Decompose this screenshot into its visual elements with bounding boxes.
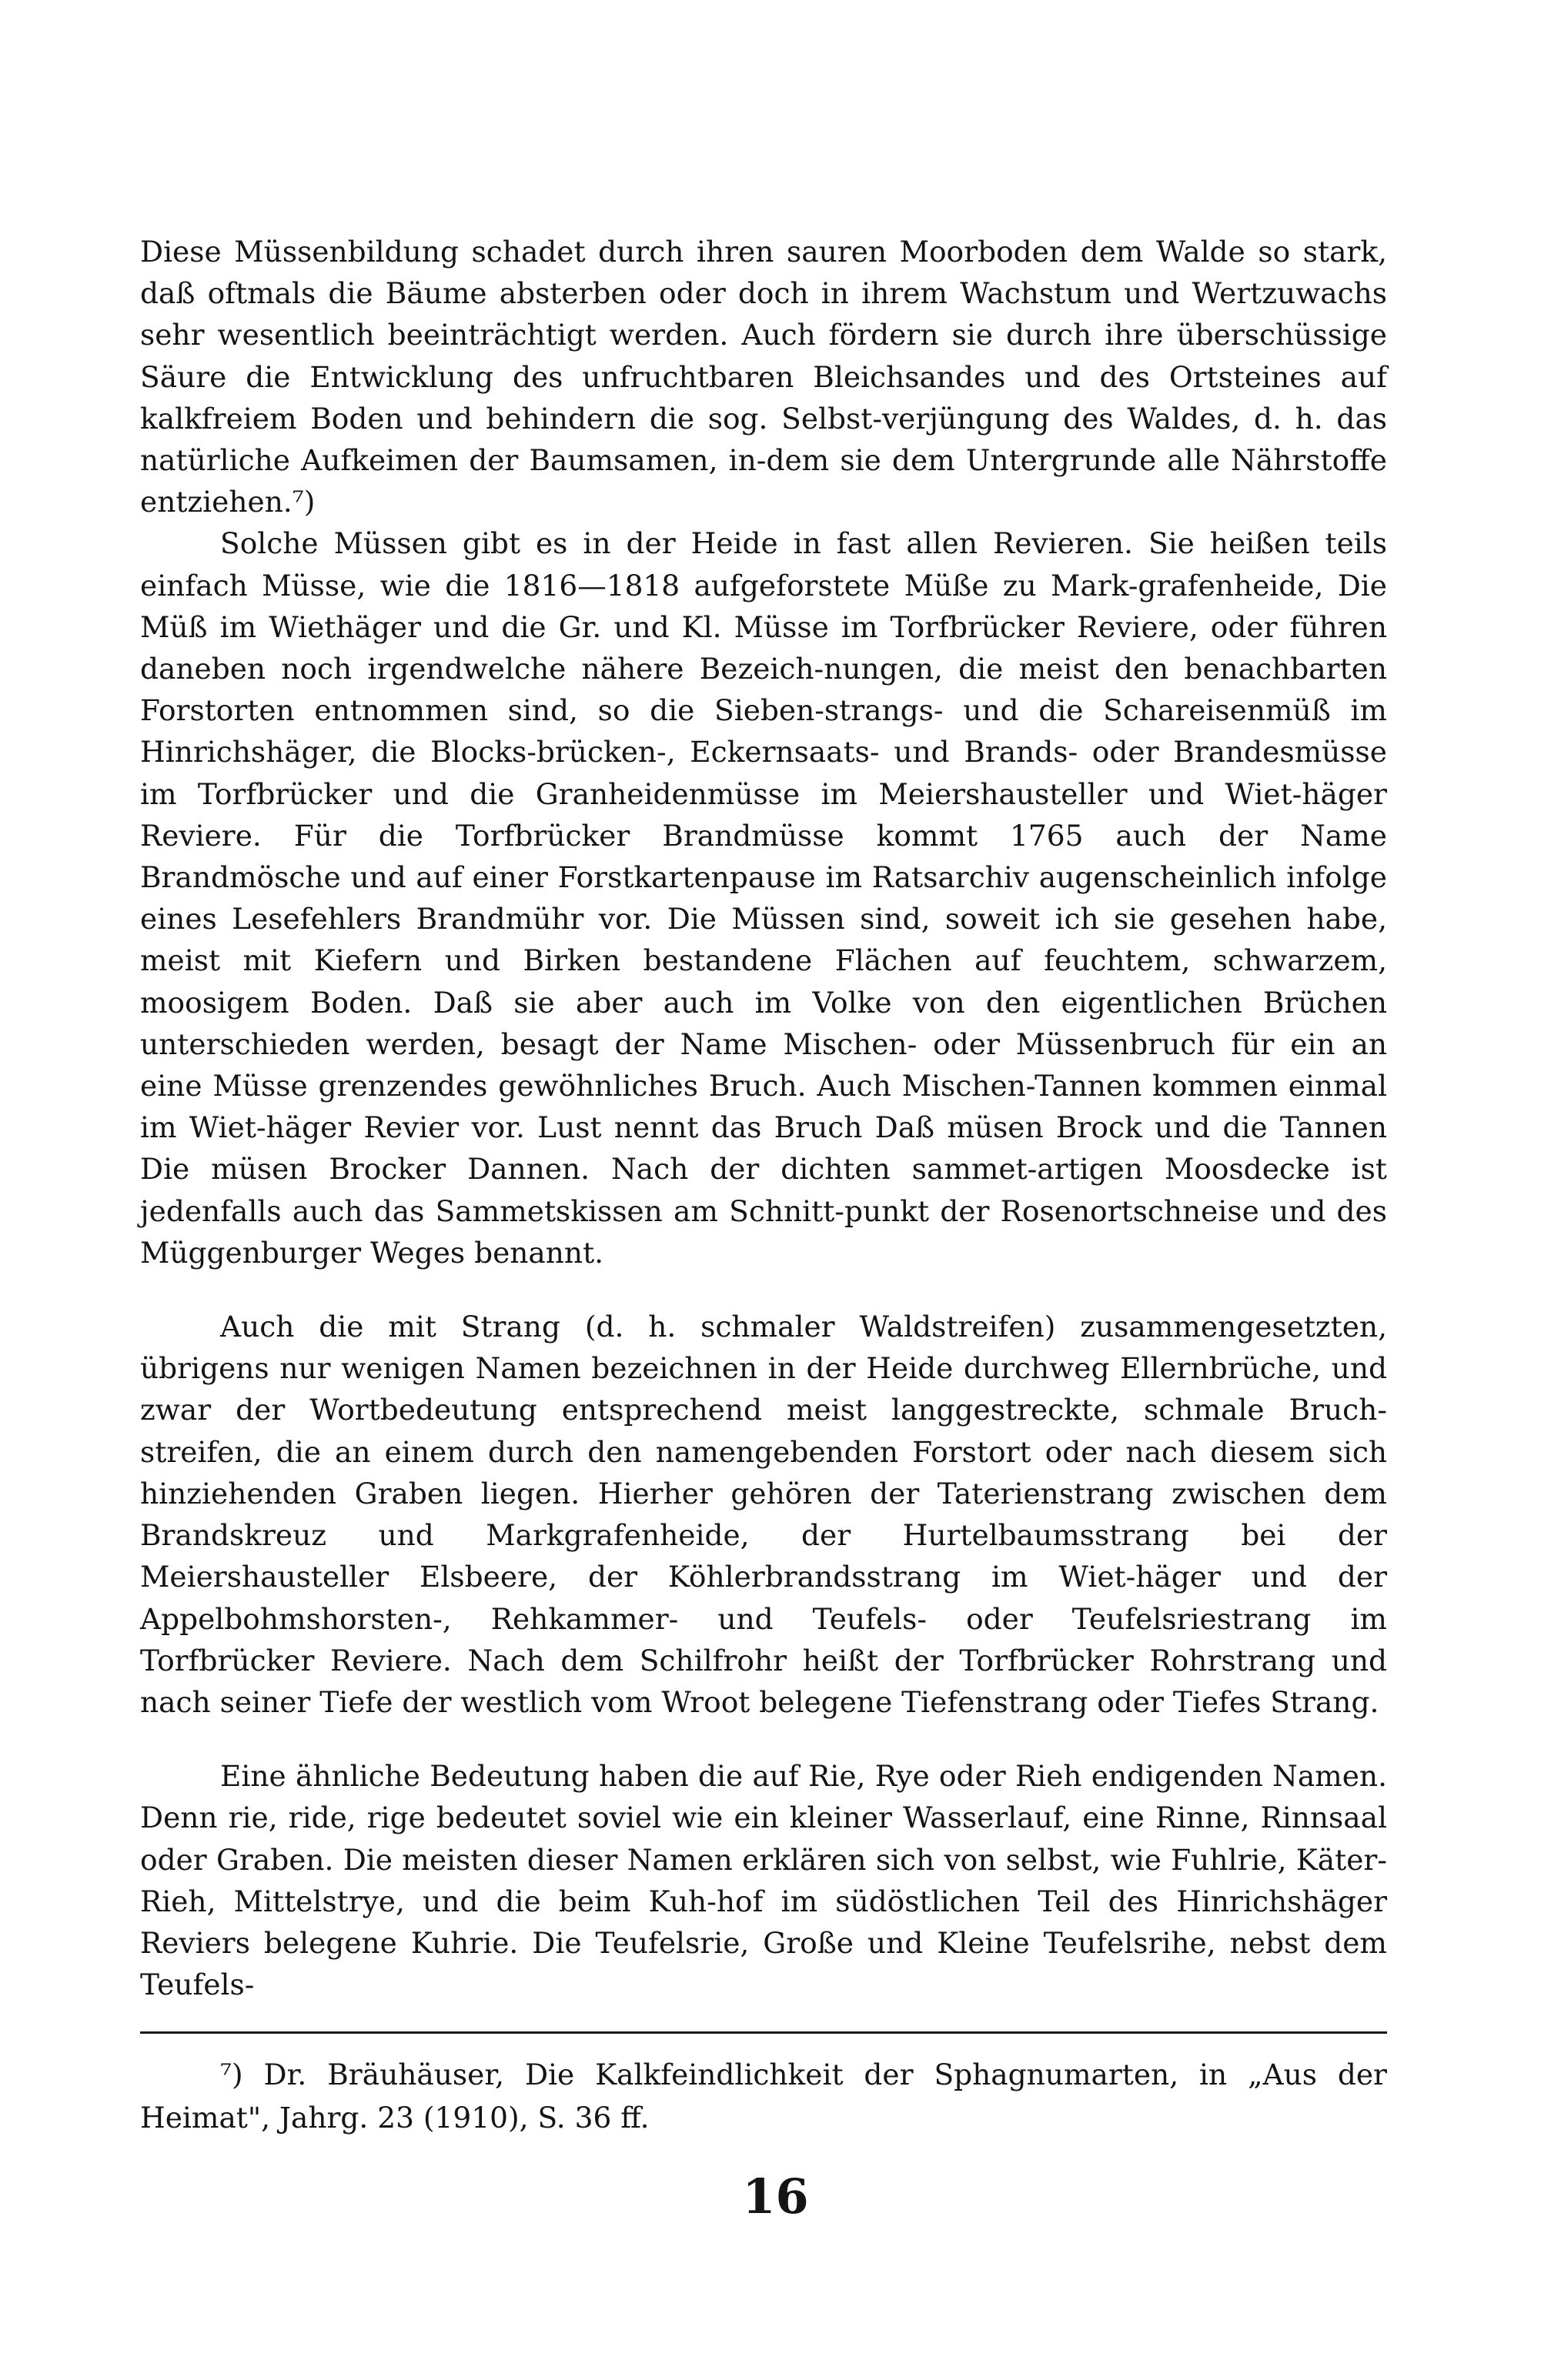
paragraph-1: Diese Müssenbildung schadet durch ihren sauren Moorboden dem Walde so stark, daß oftmals die Bäume absterben oder doch in ihrem Wachstum und Wertzuwachs sehr wesentlich beeinträchtigt werden. Auch fördern sie durch ihre überschüssige Säure die Entwicklung des unfruchtbaren Bleichsandes und des Ortsteines auf kalkfreiem Boden und behindern die sog. Selbst-verjüngung des Waldes, d. h. das natürliche Aufkeimen der Baumsamen, in-dem sie dem Untergrunde alle Nährstoffe entziehen.⁷) xyxy=(140,235,1387,519)
body-text xyxy=(140,231,1387,2005)
paragraph-4: Eine ähnliche Bedeutung haben die auf Rie, Rye oder Rieh endigenden Namen. Denn rie, ride, rige bedeutet soviel wie ein kleiner Wasserlauf, eine Rinne, Rinnsaal oder Graben. Die meisten dieser Namen erklären sich von selbst, wie Fuhlrie, Käter-Rieh, Mittelstrye, und die beim Kuh-hof im südöstlichen Teil des Hinrichshäger Reviers belegene Kuhrie. Die Teufelsrie, Große und Kleine Teufelsrihe, nebst dem Teufels- xyxy=(140,1759,1387,2002)
paragraph-3: Auch die mit Strang (d. h. schmaler Waldstreifen) zusammengesetzten, übrigens nur wenigen Namen bezeichnen in der Heide durchweg Ellernbrüche, und zwar der Wortbedeutung entsprechend meist langgestreckte, schmale Bruch-streifen, die an einem durch den namengebenden Forstort oder nach diesem sich hinziehenden Graben liegen. Hierher gehören der Taterienstrang zwischen dem Brandskreuz und Markgrafenheide, der Hurtelbaumsstrang bei der Meiershausteller Elsbeere, der Köhlerbrandsstrang im Wiet-häger und der Appelbohmshorsten-, Rehkammer- und Teufels- oder Teufelsriestrang im Torfbrücker Reviere. Nach dem Schilfrohr heißt der Torfbrücker Rohrstrang und nach seiner Tiefe der westlich vom Wroot belegene Tiefenstrang oder Tiefes Strang. xyxy=(140,1310,1387,1719)
paragraph-2: Solche Müssen gibt es in der Heide in fast allen Revieren. Sie heißen teils einfach Müsse, wie die 1816—1818 aufgeforstete Müße zu Mark-grafenheide, Die Müß im Wiethäger und die Gr. und Kl. Müsse im Torfbrücker Reviere, oder führen daneben noch irgendwelche nähere Bezeich-nungen, die meist den benachbarten Forstorten entnommen sind, so die Sieben-strangs- und die Schareisenmüß im Hinrichshäger, die Blocks-brücken-, Eckernsaats- und Brands- oder Brandesmüsse im Torfbrücker und die Granheidenmüsse im Meiershausteller und Wiet-häger Reviere. Für die Torfbrücker Brandmüsse kommt 1765 auch der Name Brandmösche und auf einer Forstkartenpause im Ratsarchiv augenscheinlich infolge eines Lesefehlers Brandmühr vor. Die Müssen sind, soweit ich sie gesehen habe, meist mit Kiefern und Birken bestandene Flächen auf feuchtem, schwarzem, moosigem Boden. Daß sie aber auch im Volke von den eigentlichen Brüchen unterschieden werden, besagt der Name Mischen- oder Müssenbruch für ein an eine Müsse grenzendes gewöhnliches Bruch. Auch Mischen-Tannen kommen einmal im Wiet-häger Revier vor. Lust nennt das Bruch Daß müsen Brock und die Tannen Die müsen Brocker Dannen. Nach der dichten sammet-artigen Moosdecke ist jedenfalls auch das Sammetskissen am Schnitt-punkt der Rosenortschneise und des Müggenburger Weges benannt. xyxy=(140,526,1387,1270)
footnote-divider xyxy=(140,2031,1387,2034)
footnote: ⁷) Dr. Bräuhäuser, Die Kalkfeindlichkeit der Sphagnumarten, in „Aus der Heimat", Jahrg. 23 (1910), S. 36 ff. xyxy=(140,2058,1387,2135)
page-number: 16 xyxy=(742,2168,809,2225)
